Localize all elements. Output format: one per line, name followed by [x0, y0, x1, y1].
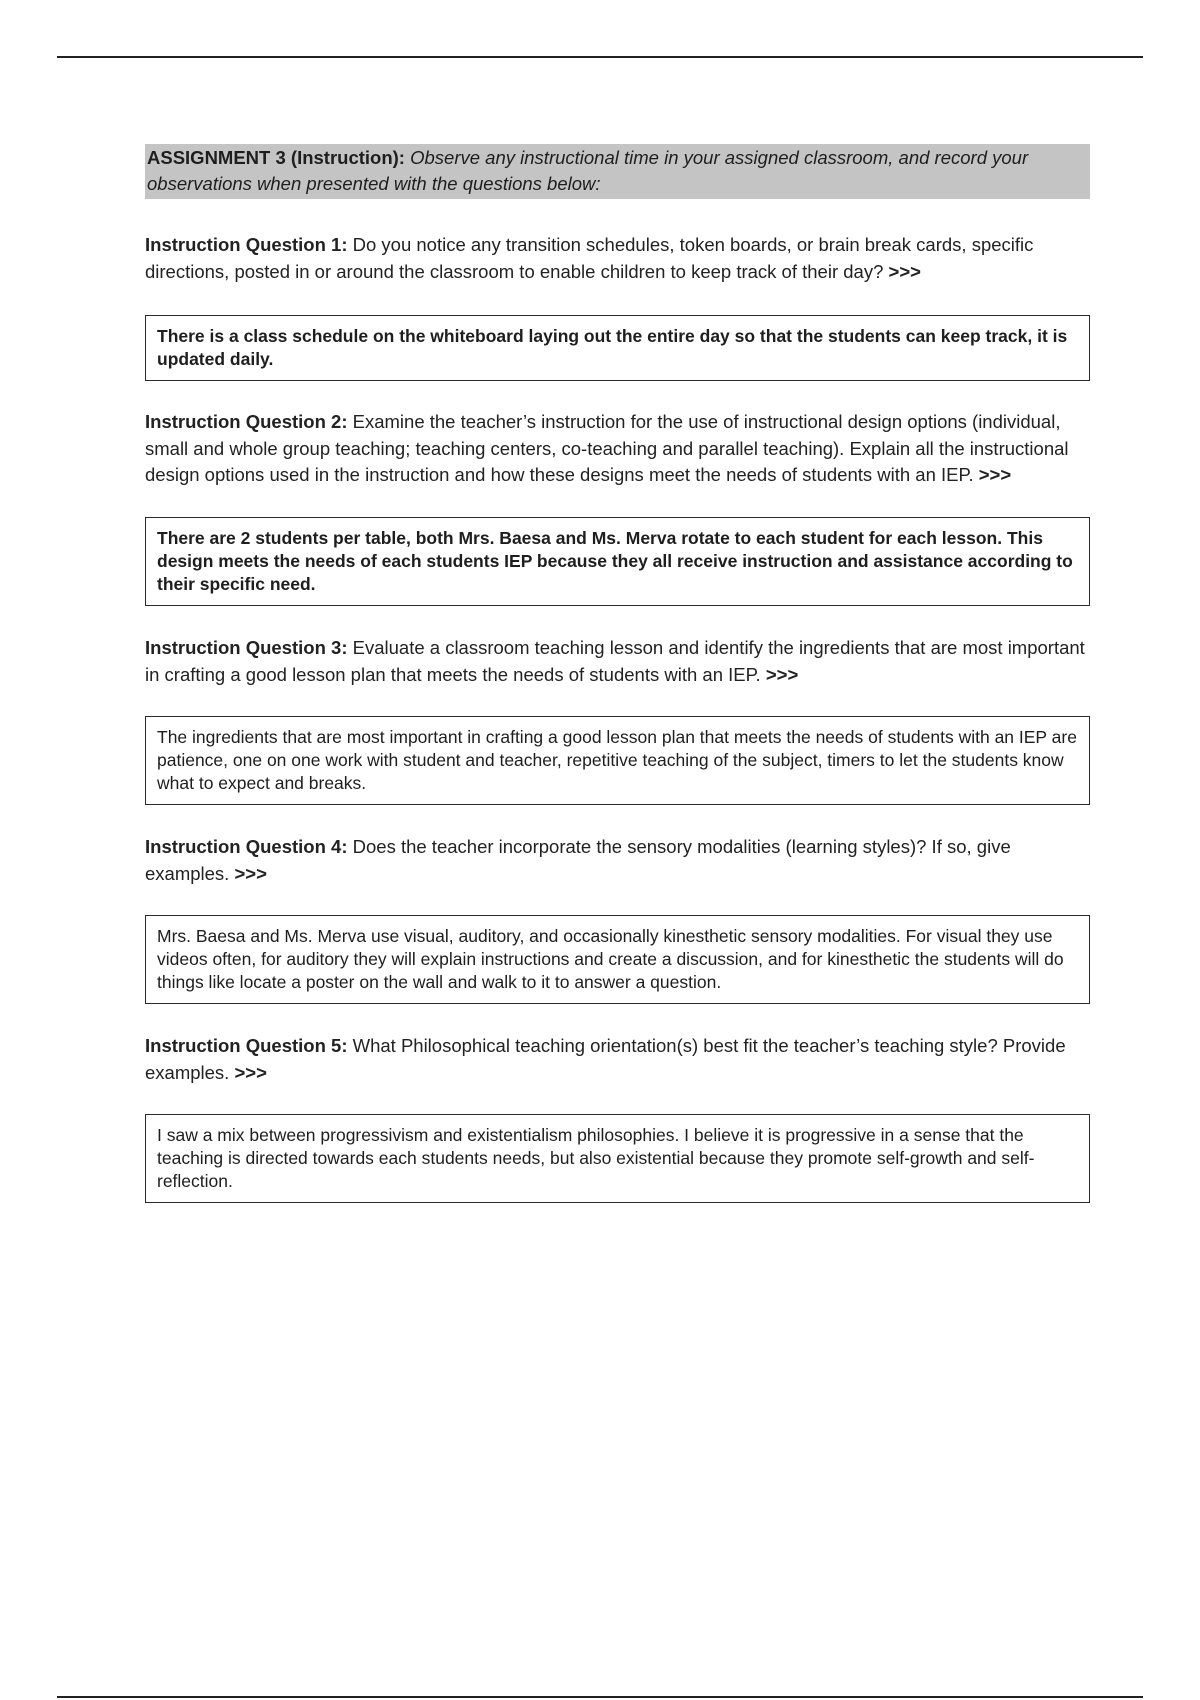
question-1-arrows: >>>	[888, 261, 921, 282]
answer-box-4: Mrs. Baesa and Ms. Merva use visual, auditory, and occasionally kinesthetic sensory modalities. For visual they use videos often, for auditory they will explain instructions and create a discussion, and for kinesthetic the students will do things like locate a poster on the wall and walk to it to answer a question.	[145, 915, 1090, 1004]
question-2-arrows: >>>	[978, 464, 1012, 485]
question-4	[145, 833, 1090, 887]
question-5	[145, 1032, 1090, 1086]
answer-box-5: I saw a mix between progressivism and existentialism philosophies. I believe it is progressive in a sense that the teaching is directed towards each students needs, but also existential because they promote self-growth and self- reflection.	[145, 1114, 1090, 1203]
question-5-label: Instruction Question 5:	[145, 1034, 348, 1056]
question-3-label: Instruction Question 3:	[145, 636, 348, 658]
answer-box-2: There are 2 students per table, both Mrs. Baesa and Ms. Merva rotate to each student for each lesson. This design meets the needs of each students IEP because they all receive instruction and assistance according to their specific need.	[145, 517, 1090, 606]
question-5-arrows: >>>	[234, 1061, 267, 1083]
bottom-rule	[57, 1696, 1143, 1698]
question-4-label: Instruction Question 4:	[145, 835, 348, 857]
question-1-text: Do you notice any transition schedules, token boards, or brain break cards, specific directions, posted in or around the classroom to enable children to keep track of their day?	[145, 234, 1034, 282]
answer-box-3: The ingredients that are most important in crafting a good lesson plan that meets the needs of students with an IEP are patience, one on one work with student and teacher, repetitive teaching of the subject, timers to let the students know what to expect and breaks.	[145, 716, 1090, 805]
top-rule	[57, 56, 1143, 58]
assignment-label: ASSIGNMENT 3 (Instruction):	[147, 147, 405, 168]
question-4-arrows: >>>	[234, 862, 267, 884]
question-2	[145, 409, 1090, 489]
question-1-label: Instruction Question 1:	[145, 234, 348, 255]
document-body	[145, 144, 1090, 1203]
question-3-arrows: >>>	[765, 663, 799, 685]
question-5-text: What Philosophical teaching orientation(s) best fit the teacher’s teaching style? Provide examples.	[145, 1034, 1066, 1083]
question-3	[145, 634, 1090, 688]
assignment-description: Observe any instructional time in your assigned classroom, and record your observations when presented with the questions below:	[147, 147, 1029, 194]
question-2-text: Examine the teacher’s instruction for the use of instructional design options (individual, small and whole group teaching; teaching centers, co-teaching and parallel teaching). Explain all the instructional design options used in the instruction and how these designs meet the needs of students with an IEP.	[145, 411, 1069, 485]
question-1	[145, 231, 1090, 285]
answer-box-1: There is a class schedule on the whiteboard laying out the entire day so that the students can keep track, it is updated daily.	[145, 315, 1090, 381]
assignment-header	[145, 144, 1090, 199]
question-4-text: Does the teacher incorporate the sensory modalities (learning styles)? If so, give examples.	[145, 835, 1011, 884]
question-3-text: Evaluate a classroom teaching lesson and identify the ingredients that are most important in crafting a good lesson plan that meets the needs of students with an IEP.	[145, 636, 1085, 685]
question-2-label: Instruction Question 2:	[145, 411, 348, 432]
